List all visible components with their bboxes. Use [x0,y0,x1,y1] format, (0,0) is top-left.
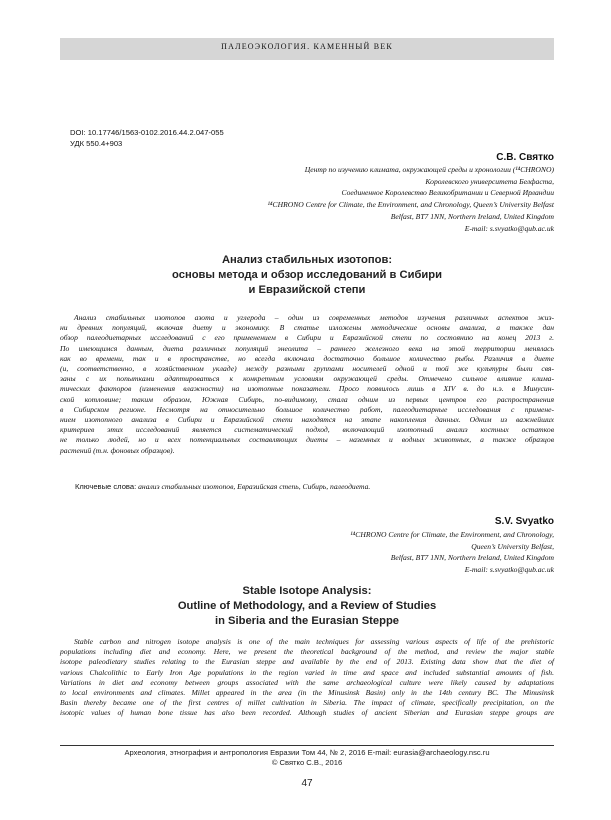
abstract-line: populations including diet and economy. Here, we present the theoretical background of the method, and review the major stable [60,647,554,657]
abstract-line: Basin thereby became one of the first centres of millet cultivation in Siberia. The impact of climate, specifically precipitation, on the [60,698,554,708]
abstract-line: критериев этих исследований является систематический подход, включающий изотопный анализ костных остатков [60,425,554,435]
abstract-line: растений (т.н. фоновых образцов). [60,445,175,455]
article-title-ru [60,253,554,298]
title-line: основы метода и обзор исследований в Сибири [172,269,442,281]
abstract-line: тических факторов (изменения влажности) на изотопные показатели. Просо появилось лишь в XIV в. до н.э. в Минусин- [60,384,554,394]
affiliation-line: Belfast, BT7 1NN, Northern Ireland, United Kingdom [390,553,554,563]
abstract-line: to local environments and climates. Millet appeared in the area (in the Minusinsk Basin) only in the 14th century BC. The Minusinsk [60,688,554,698]
abstract-line: isotope paleodietary studies relating to the Eurasian steppe and available by the end of 2013. Existing data show that the diet of [60,657,554,667]
keywords-ru [75,482,370,491]
abstract-line: не только людей, но и всех потенциальных составляющих диеты – наземных и водных животных, а также образцов [60,435,554,445]
author-ru: С.В. Святко [496,152,554,163]
affiliation-line: ¹⁴CHRONO Centre for Climate, the Environment, and Chronology, Queen’s University Belfast [267,200,554,210]
abstract-line: isotopic values of human bone tissue has also been recorded. Although studies of ancient Siberian and Eurasian steppe groups are [60,708,554,718]
abstract-line: в Сибирском регионе. Несмотря на относительно большое количество работ, палеодиетарные исследования с примене- [60,404,554,414]
affiliation-ru [268,164,554,234]
title-line: in Siberia and the Eurasian Steppe [214,615,400,627]
keywords-text: анализ стабильных изотопов, Евразийская степь, Сибирь, палеодиета. [138,482,371,491]
affiliation-line: Центр по изучению климата, окружающей среды и хронологии (¹⁴CHRONO) [304,165,554,174]
doi: DOI: 10.17746/1563-0102.2016.44.2.047-055 [70,128,224,137]
udc: УДК 550.4+903 [70,139,123,148]
page-number: 47 [301,778,313,789]
article-title-en [60,584,554,629]
running-header: ПАЛЕОЭКОЛОГИЯ. КАМЕННЫЙ ВЕК [221,42,393,51]
abstract-line: ской котловине; таким образом, Южная Сибирь, по-видимому, стала одним из первых центров его распространения [60,394,554,404]
abstract-line: Stable carbon and nitrogen isotope analysis is one of the main techniques for assessing various aspects of life of the prehistoric [74,637,554,646]
abstract-line: ни древних популяций, включая диету и экономику. В статье изложены методические основы анализа, а также дан [60,323,554,333]
abstract-line: Анализ стабильных изотопов азота и углерода – один из современных методов изучения различных аспектов жиз- [74,313,554,322]
title-line: и Евразийской степи [248,284,366,296]
abstract-line: various Chalcolithic to Early Iron Age populations in the region varied in time and space and included substantial amounts of fish. [60,667,554,677]
affiliation-line: Соединенное Королевство Великобритании и Северной Ирландии [341,188,554,198]
abstract-line: заны с их попытками адаптироваться к конкретным условиям окружающей среды. Отмечено сильное влияние клима- [60,374,554,384]
abstract-ru [60,313,554,456]
affiliation-email: E-mail: s.svyatko@qub.ac.uk [464,223,554,233]
abstract-line: обзор палеодиетарных исследований с его применением в Сибири и Евразийской степи по состоянию на конец 2013 г. [60,333,554,343]
affiliation-line: Belfast, BT7 1NN, Northern Ireland, United Kingdom [390,211,554,221]
abstract-line: как во времени, так и в пространстве, но всегда включала достаточно большое количество рыбы. Различия в диете [60,353,554,363]
copyright: © Святко С.В., 2016 [271,758,343,767]
abstract-line: нием изотопного анализа в Сибири и Евразийской степи находятся на этапе накопления данных. Одним из важнейших [60,415,554,425]
journal-footer: Археология, этнография и антропология Евразии Том 44, № 2, 2016 E-mail: eurasia@archaeology.nsc.ru [124,748,490,757]
affiliation-line: ¹⁴CHRONO Centre for Climate, the Environment, and Chronology, [350,530,554,539]
affiliation-en [350,529,554,576]
author-en: S.V. Svyatko [494,516,554,527]
abstract-line: (и, соответственно, в хозяйственном укладе) между разными группами носителей одной и той же культуры были свя- [60,364,554,374]
affiliation-email: E-mail: s.svyatko@qub.ac.uk [464,565,554,575]
title-line: Stable Isotope Analysis: [242,585,372,597]
title-line: Анализ стабильных изотопов: [221,254,393,266]
abstract-line: Variations in diet and economy between groups associated with the same archaeological culture were likely caused by adaptations [60,677,554,687]
affiliation-line: Королевского университета Белфаста, [425,176,554,186]
footer-rule [60,745,554,746]
affiliation-line: Queen’s University Belfast, [471,541,554,551]
keywords-label: Ключевые слова: [75,482,137,491]
title-line: Outline of Methodology, and a Review of Studies [177,600,437,612]
abstract-line: По имеющимся данным, диета различных популяций энеолита – раннего железного века на этой территории менялась [60,343,554,353]
abstract-en [60,637,554,719]
